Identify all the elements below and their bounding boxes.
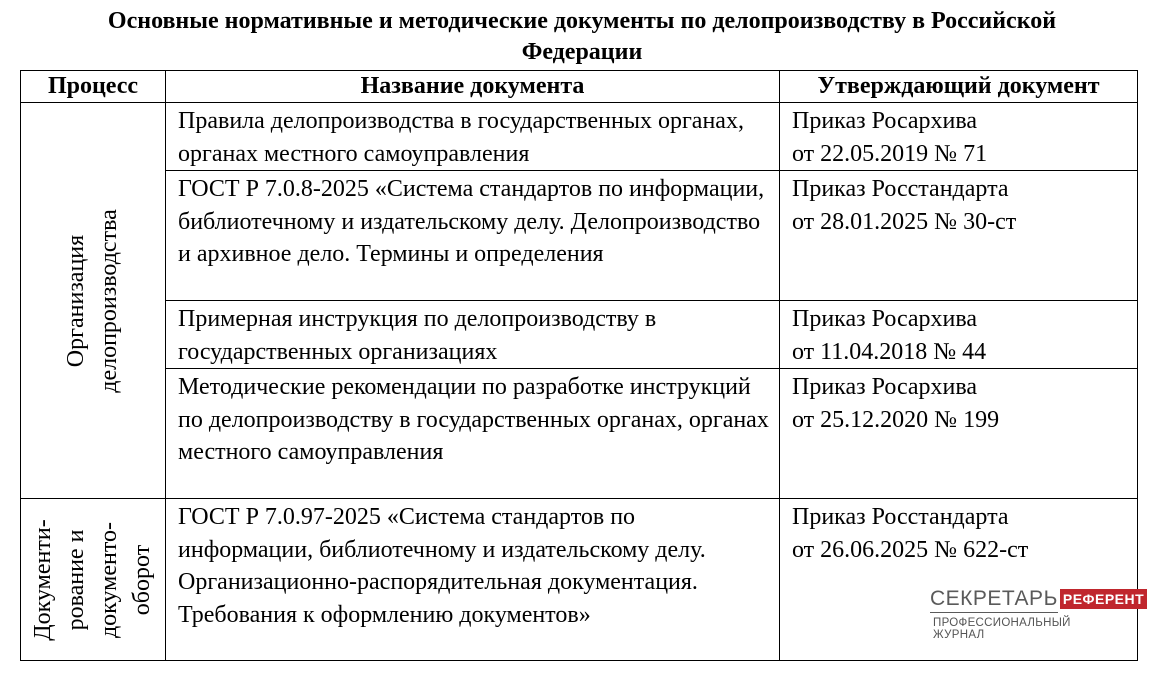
approving-cell: Приказ Росархива от 11.04.2018 № 44 [780, 301, 1138, 369]
table-row [21, 301, 1138, 369]
process-label: Организация делопроизводства [63, 208, 122, 393]
title-line-1: Основные нормативные и методические документы по делопроизводству в Российской [107, 8, 1057, 34]
approving-cell: Приказ Росархива от 25.12.2020 № 199 [780, 369, 1138, 499]
document-cell: ГОСТ Р 7.0.8-2025 «Система стандартов по информации, библиотечному и издательскому делу. Делопроизводство и архивное дело. Термины и определения [166, 171, 780, 301]
table-row [21, 103, 1138, 171]
document-cell: Примерная инструкция по делопроизводству в государственных организациях [166, 301, 780, 369]
logo-subtitle: ПРОФЕССИОНАЛЬНЫЙ ЖУРНАЛ [933, 617, 1071, 641]
magazine-logo [930, 586, 1145, 641]
title-line-2: Федерации [521, 39, 643, 65]
logo-badge: РЕФЕРЕНТ [1060, 589, 1147, 609]
page-title [0, 6, 1164, 68]
approving-cell: Приказ Росстандарта от 28.01.2025 № 30-ст [780, 171, 1138, 301]
header-document: Название документа [166, 71, 780, 103]
table-row [21, 171, 1138, 301]
approving-cell: Приказ Росстандарта от 26.06.2025 № 622-ст [780, 499, 1138, 661]
document-cell: ГОСТ Р 7.0.97-2025 «Система стандартов по информации, библиотечному и издательскому делу. Организационно-распорядительная документация. Требования к оформлению документов» [166, 499, 780, 661]
document-cell: Правила делопроизводства в государственных органах, органах местного самоуправления [166, 103, 780, 171]
header-process: Процесс [21, 71, 166, 103]
document-cell: Методические рекомендации по разработке инструкций по делопроизводству в государственных органах, органах местного самоуправления [166, 369, 780, 499]
table-row [21, 369, 1138, 499]
process-cell-organization [21, 103, 166, 499]
approving-cell: Приказ Росархива от 22.05.2019 № 71 [780, 103, 1138, 171]
documents-table [20, 70, 1138, 661]
logo-main-text: СЕКРЕТАРЬ [930, 586, 1058, 613]
header-approving: Утверждающий документ [780, 71, 1138, 103]
process-label: Документи- рование и документо- оборот [30, 518, 155, 641]
table-header-row [21, 71, 1138, 103]
process-cell-documentation [21, 499, 166, 661]
